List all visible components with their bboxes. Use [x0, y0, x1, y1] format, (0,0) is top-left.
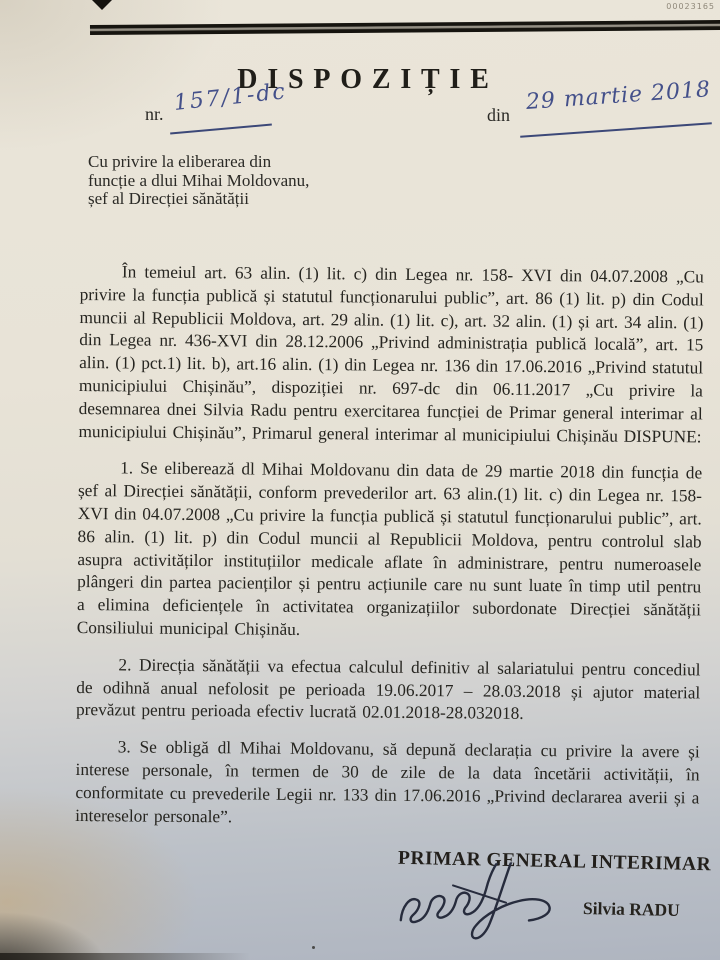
item-paragraph-3: 3. Se obligă dl Mihai Moldovanu, să depună declarația cu privire la avere și interese personale, în termen de 30 de zile de la data încetării activității, în conformitate cu prevederile Legii nr. 133 din 17.06.2016 „Privind declararea averii și a intereselor personale”. — [75, 737, 700, 826]
fold-marker-icon — [92, 0, 112, 10]
signatory-title: PRIMAR GENERAL INTERIMAR — [397, 847, 712, 876]
handwritten-signature — [386, 859, 575, 947]
date-label: din — [487, 105, 511, 125]
paper-speck — [312, 946, 315, 949]
subject-block — [88, 153, 309, 209]
subject-line: Cu privire la eliberarea din — [88, 152, 272, 171]
header-rule — [90, 20, 720, 35]
number-handwritten-value: 157/1-dc — [172, 79, 288, 116]
document-title: DISPOZIȚIE — [237, 64, 499, 95]
signatory-name: Silvia RADU — [582, 897, 680, 921]
subject-line: funcție a dlui Mihai Moldovanu, — [88, 170, 310, 190]
photo-bottom-edge — [0, 953, 250, 960]
corner-serial-number: 00023165 — [666, 2, 715, 11]
number-label: nr. — [145, 104, 164, 124]
date-underline — [520, 122, 712, 137]
item-paragraph-2: 2. Direcția sănătății va efectua calculul definitiv al salariatului pentru concediul de odihnă anual nefolosit pe perioada 19.06.2017 – 28.03.2018 și ajutor material prevăzut pentru perioada efectiv lucrată 02.01.2018-28.032018. — [76, 655, 701, 724]
document-body — [75, 261, 704, 847]
date-handwritten-value: 29 martie 2018 — [525, 77, 712, 115]
preamble-paragraph: În temeiul art. 63 alin. (1) lit. c) din Legea nr. 158- XVI din 04.07.2008 „Cu privire la funcția publică și statutul funcționarului public”, art. 86 (1) lit. p) din Codul muncii al Republicii Moldova, art. 29 alin. (1) lit. c), art. 32 alin. (1) și art. 34 alin. (1) din Legea nr. 436-XVI din 28.12.2006 „Privind administrația publică locală”, art. 15 alin. (1) pct.1) lit. b), art.16 alin. (1) din Legea nr. 136 din 17.06.2016 „Privind statutul municipiului Chișinău”, dispoziției nr. 697-dc din 06.11.2017 „Cu privire la desemnarea dnei Silvia Radu pentru exercitarea funcției de Primar general interimar al municipiului Chișinău”, Primarul general interimar al municipiului Chișinău DISPUNE: — [78, 262, 704, 447]
number-underline — [170, 124, 272, 135]
subject-line: șef al Direcției sănătății — [88, 189, 249, 209]
item-paragraph-1: 1. Se eliberează dl Mihai Moldovanu din data de 29 martie 2018 din funcția de șef al Direcției sănătății, conform prevederilor art. 63 alin.(1) lit. c) din Legea nr. 158-XVI din 04.07.2008 „Cu privire la funcția publică și statutul funcționarului public”, art. 86 alin. (1) lit. p) din Codul muncii al Republicii Moldova, pentru controlul slab asupra activităților instituțiilor medicale aflate în administrare, pentru numeroasele plângeri din partea pacienților și pentru acțiunile care nu sunt luate în timp util pentru a elimina deficiențele în activitatea organizațiilor subordonate Direcției sănătății Consiliului municipal Chișinău. — [76, 458, 703, 639]
